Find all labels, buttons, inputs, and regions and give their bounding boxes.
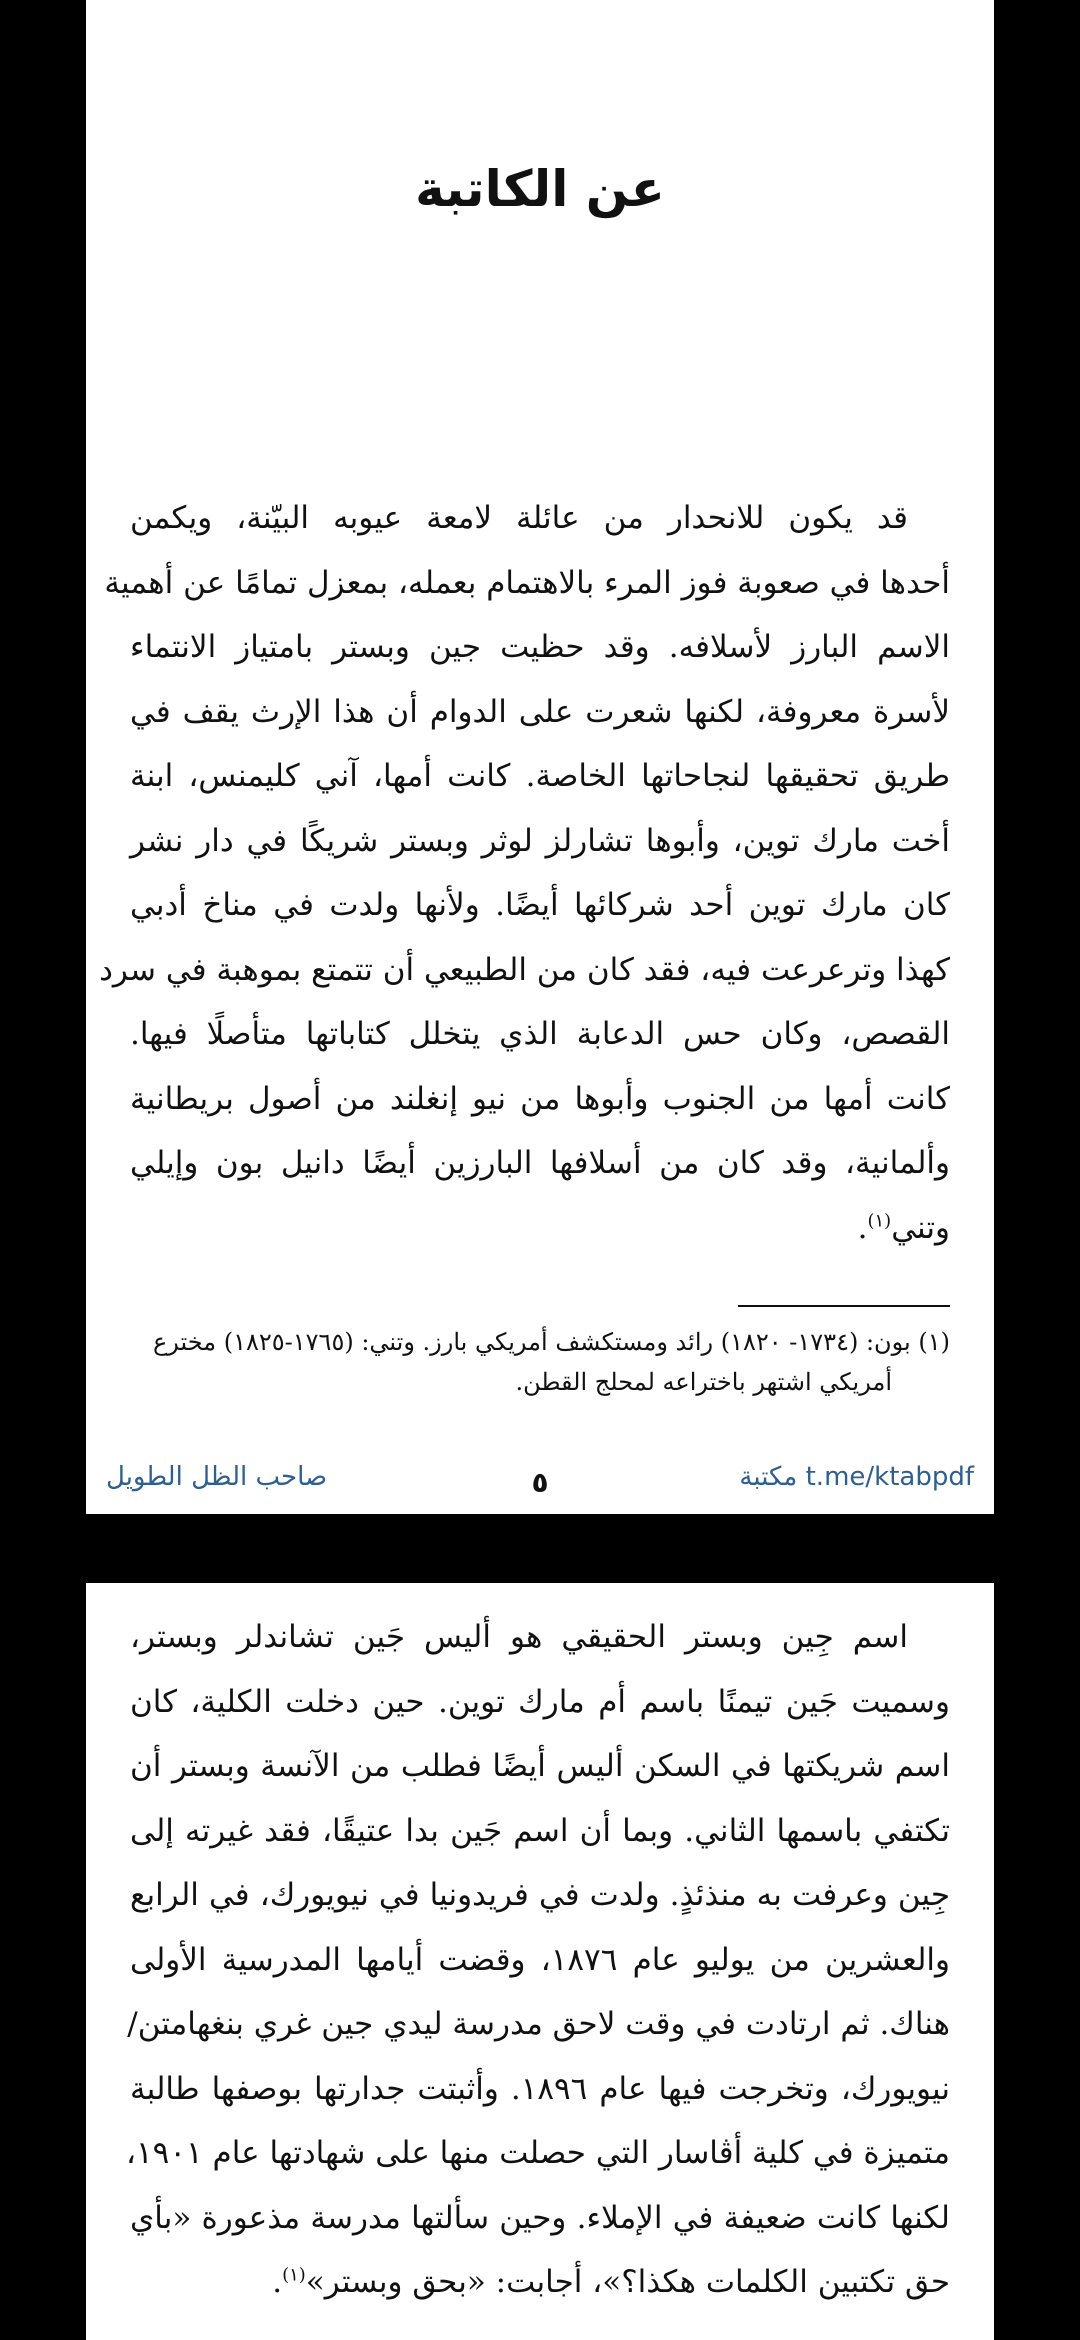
book-page-2 — [86, 1583, 994, 2340]
footer-source-link[interactable]: مكتبة t.me/ktabpdf — [739, 1462, 974, 1492]
footer-book-title: صاحب الظل الطويل — [106, 1462, 328, 1492]
text-line-content: وتني — [891, 1209, 950, 1246]
text-line: أحدها في صعوبة فوز المرء بالاهتمام بعمله، بمعزل تمامًا عن أهمية — [104, 564, 950, 601]
text-line: تكتفي باسمها الثاني. وبما أن اسم جَين بدا عتيقًا، فقد غيرته إلى — [130, 1812, 950, 1849]
text-line-last — [130, 1196, 950, 1261]
text-line: القصص، وكان حس الدعابة الذي يتخلل كتاباتها متأصلًا فيها. — [130, 1016, 950, 1052]
footnote-line: (١) بون: (١٧٣٤- ١٨٢٠) رائد ومستكشف أمريكي بارز. وتني: (١٧٦٥-١٨٢٥) مخترع — [152, 1328, 950, 1356]
footnote-marker: (١) — [282, 2264, 306, 2286]
text-line: لأسرة معروفة، لكنها شعرت على الدوام أن هذا الإرث يقف في — [130, 693, 950, 730]
text-line: كانت أمها من الجنوب وأبوها من نيو إنغلند من أصول بريطانية — [130, 1080, 950, 1117]
page-title: عن الكاتبة — [415, 160, 665, 218]
text-line: وألمانية، وقد كان من أسلافها البارزين أيضًا دانيل بون وإيلي — [130, 1145, 950, 1181]
footnote-line: أمريكي اشتهر باختراعه لمحلج القطن. — [515, 1368, 892, 1396]
book-page-1 — [86, 0, 994, 1514]
page-number: ٥ — [531, 1466, 549, 1499]
text-line: لكنها كانت ضعيفة في الإملاء. وحين سألتها مدرسة مذعورة «بأي — [130, 2199, 950, 2236]
text-line: طريق تحقيقها لنجاحاتها الخاصة. كانت أمها، آني كليمنس، ابنة — [130, 758, 950, 794]
text-line: الاسم البارز لأسلافه. وقد حظيت جين وبستر بامتياز الانتماء — [130, 629, 950, 665]
page-footer — [106, 1462, 974, 1502]
footnote — [130, 1322, 950, 1402]
text-line: كهذا وترعرعت فيه، فقد كان من الطبيعي أن تتمتع بموهبة في سرد — [99, 951, 950, 988]
line-end-punct: . — [272, 2264, 283, 2300]
body-paragraph — [99, 486, 950, 1260]
body-paragraph — [126, 1605, 951, 2315]
footnote-marker: (١) — [867, 1210, 892, 1232]
text-line: جِين وعرفت به منذئذٍ. ولدت في فريدونيا في نيويورك، في الرابع — [130, 1877, 950, 1913]
text-line: قد يكون للانحدار من عائلة لامعة عيوبه البيّنة، ويكمن — [130, 500, 908, 536]
text-line: هناك. ثم ارتادت في وقت لاحق مدرسة ليدي جين غري بنغهامتن/ — [127, 2006, 950, 2042]
text-line: والعشرين من يوليو عام ١٨٧٦، وقضت أيامها المدرسية الأولى — [130, 1941, 951, 1978]
footnote-divider — [738, 1305, 950, 1307]
text-line: كان مارك توين أحد شركائها أيضًا. ولأنها ولدت في مناخ أدبي — [130, 887, 950, 923]
text-line: اسم جِين وبستر الحقيقي هو أليس جَين تشاندلر وبستر، — [130, 1619, 908, 1655]
text-line: اسم شريكتها في السكن أليس أيضًا فطلب من الآنسة وبستر أن — [130, 1748, 950, 1784]
text-line: متميزة في كلية أڤاسار التي حصلت منها على شهادتها عام ١٩٠١، — [126, 2135, 950, 2171]
line-end-punct: . — [857, 1209, 868, 1246]
text-line-last — [130, 2250, 950, 2315]
text-line: وسميت جَين تيمنًا باسم أم مارك توين. حين دخلت الكلية، كان — [130, 1683, 950, 1720]
text-line-content: حق تكتبين الكلمات هكذا؟»، أجابت: «بحق وبستر» — [305, 2264, 950, 2300]
text-line: نيويورك، وتخرجت فيها عام ١٨٩٦. وأثبتت جدارتها بوصفها طالبة — [130, 2070, 950, 2107]
text-line: أخت مارك توين، وأبوها تشارلز لوثر وبستر شريكًا في دار نشر — [130, 822, 950, 859]
